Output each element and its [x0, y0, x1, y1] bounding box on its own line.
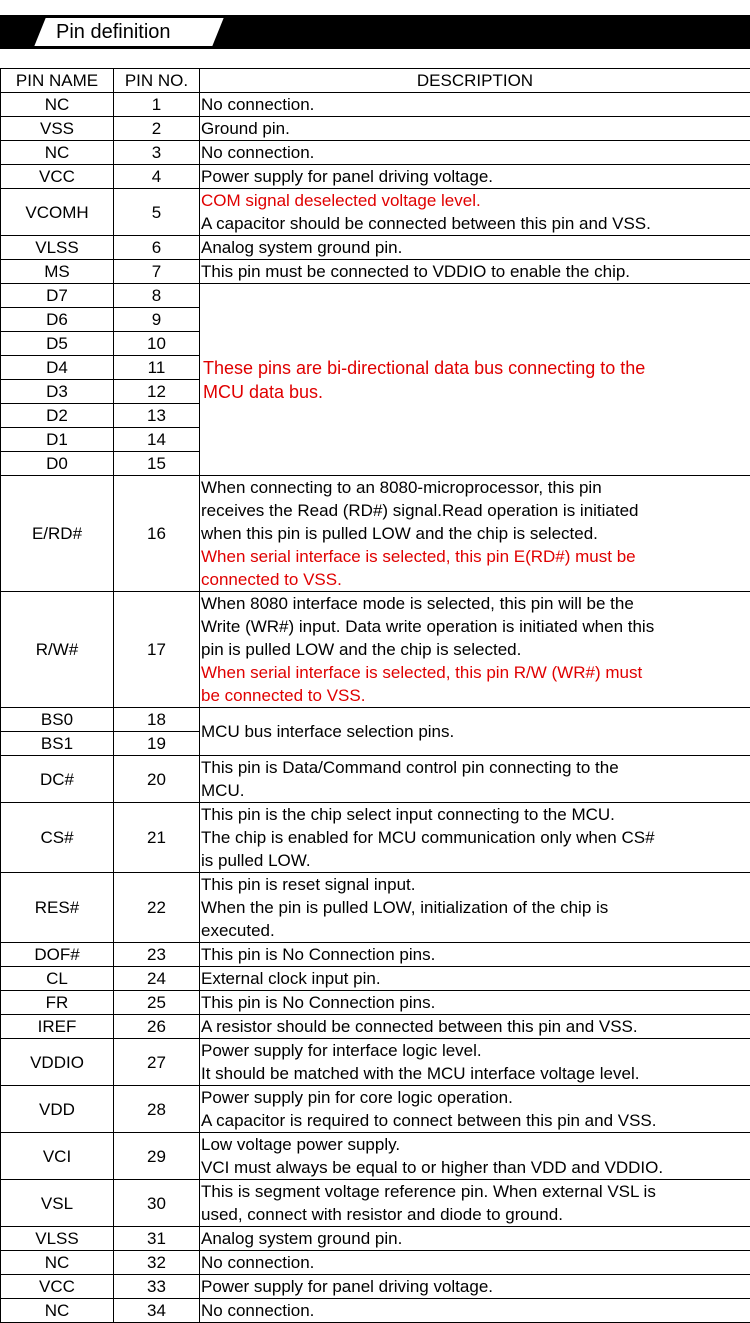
pin-name-cell: NC [1, 1299, 114, 1323]
pin-number-cell: 20 [114, 756, 200, 803]
description-line: COM signal deselected voltage level. [201, 189, 750, 212]
description-line: These pins are bi-directional data bus connecting to the [203, 356, 750, 380]
pin-description-cell [200, 141, 750, 165]
pin-name-cell: VCC [1, 1275, 114, 1299]
pin-number-cell: 7 [114, 260, 200, 284]
pin-number-cell: 12 [114, 380, 200, 404]
pin-name-cell: VSL [1, 1180, 114, 1227]
pin-name-cell: D4 [1, 356, 114, 380]
table-row [1, 117, 750, 141]
description-line: This pin is the chip select input connecting to the MCU. [201, 803, 750, 826]
pin-number-cell: 8 [114, 284, 200, 308]
pin-name-cell: E/RD# [1, 476, 114, 592]
header-pin-no: PIN NO. [114, 69, 200, 93]
description-line: connected to VSS. [201, 568, 750, 591]
pin-description-cell [200, 803, 750, 873]
table-row [1, 189, 750, 236]
pin-number-cell: 4 [114, 165, 200, 189]
pin-number-cell: 19 [114, 732, 200, 756]
table-row [1, 1299, 750, 1323]
pin-name-cell: MS [1, 260, 114, 284]
table-row [1, 967, 750, 991]
description-line: When serial interface is selected, this pin R/W (WR#) must [201, 661, 750, 684]
description-line: This is segment voltage reference pin. When external VSL is [201, 1180, 750, 1203]
pin-description-cell [200, 236, 750, 260]
pin-number-cell: 5 [114, 189, 200, 236]
pin-number-cell: 27 [114, 1039, 200, 1086]
description-line: When 8080 interface mode is selected, this pin will be the [201, 592, 750, 615]
pin-description-cell [200, 1251, 750, 1275]
description-line: executed. [201, 919, 750, 942]
pin-description-cell [200, 1133, 750, 1180]
pin-number-cell: 24 [114, 967, 200, 991]
description-line: VCI must always be equal to or higher than VDD and VDDIO. [201, 1156, 750, 1179]
table-row [1, 236, 750, 260]
description-line: MCU. [201, 779, 750, 802]
description-line: This pin must be connected to VDDIO to enable the chip. [201, 260, 750, 283]
pin-number-cell: 9 [114, 308, 200, 332]
pin-number-cell: 15 [114, 452, 200, 476]
description-line: This pin is No Connection pins. [201, 943, 750, 966]
header-pin-name: PIN NAME [1, 69, 114, 93]
table-row [1, 165, 750, 189]
description-line: This pin is reset signal input. [201, 873, 750, 896]
table-row [1, 1133, 750, 1180]
description-line: It should be matched with the MCU interface voltage level. [201, 1062, 750, 1085]
description-line: receives the Read (RD#) signal.Read operation is initiated [201, 499, 750, 522]
table-row [1, 803, 750, 873]
pin-description-cell [200, 873, 750, 943]
description-line: pin is pulled LOW and the chip is selected. [201, 638, 750, 661]
pin-number-cell: 30 [114, 1180, 200, 1227]
pin-description-cell [200, 93, 750, 117]
description-line: is pulled LOW. [201, 849, 750, 872]
description-line: Analog system ground pin. [201, 1227, 750, 1250]
pin-number-cell: 34 [114, 1299, 200, 1323]
pin-number-cell: 3 [114, 141, 200, 165]
description-line: be connected to VSS. [201, 684, 750, 707]
description-line: when this pin is pulled LOW and the chip is selected. [201, 522, 750, 545]
pin-number-cell: 31 [114, 1227, 200, 1251]
pin-name-cell: D2 [1, 404, 114, 428]
description-line: Power supply for panel driving voltage. [201, 165, 750, 188]
description-line: A capacitor should be connected between this pin and VSS. [201, 212, 750, 235]
pin-name-cell: BS0 [1, 708, 114, 732]
pin-table [0, 68, 750, 1323]
description-line: This pin is No Connection pins. [201, 991, 750, 1014]
pin-number-cell: 1 [114, 93, 200, 117]
pin-name-cell: VCC [1, 165, 114, 189]
table-row [1, 1180, 750, 1227]
pin-name-cell: DC# [1, 756, 114, 803]
description-line: Ground pin. [201, 117, 750, 140]
pin-name-cell: IREF [1, 1015, 114, 1039]
description-line: When serial interface is selected, this pin E(RD#) must be [201, 545, 750, 568]
description-line: Power supply pin for core logic operation. [201, 1086, 750, 1109]
table-row [1, 260, 750, 284]
pin-description-cell [200, 1039, 750, 1086]
table-row [1, 1227, 750, 1251]
table-row [1, 943, 750, 967]
pin-name-cell: NC [1, 93, 114, 117]
description-line: A capacitor is required to connect between this pin and VSS. [201, 1109, 750, 1132]
pin-name-cell: NC [1, 141, 114, 165]
table-row [1, 1039, 750, 1086]
pin-name-cell: DOF# [1, 943, 114, 967]
description-line: This pin is Data/Command control pin connecting to the [201, 756, 750, 779]
header-description: DESCRIPTION [200, 69, 750, 93]
pin-number-cell: 33 [114, 1275, 200, 1299]
description-line: No connection. [201, 141, 750, 164]
pin-description-cell [200, 117, 750, 141]
pin-name-cell: VLSS [1, 236, 114, 260]
table-row [1, 1251, 750, 1275]
description-line: MCU bus interface selection pins. [201, 720, 750, 743]
pin-number-cell: 17 [114, 592, 200, 708]
table-row [1, 756, 750, 803]
pin-description-cell [200, 1227, 750, 1251]
description-line: used, connect with resistor and diode to ground. [201, 1203, 750, 1226]
description-line: When the pin is pulled LOW, initialization of the chip is [201, 896, 750, 919]
description-line: Power supply for interface logic level. [201, 1039, 750, 1062]
description-line: Analog system ground pin. [201, 236, 750, 259]
pin-description-cell [200, 284, 750, 476]
pin-description-cell [200, 260, 750, 284]
description-line: No connection. [201, 1299, 750, 1322]
pin-number-cell: 26 [114, 1015, 200, 1039]
page-title: Pin definition [56, 19, 171, 45]
pin-description-cell [200, 1275, 750, 1299]
pin-number-cell: 25 [114, 991, 200, 1015]
description-line: A resistor should be connected between this pin and VSS. [201, 1015, 750, 1038]
pin-number-cell: 10 [114, 332, 200, 356]
pin-number-cell: 23 [114, 943, 200, 967]
pin-name-cell: D0 [1, 452, 114, 476]
description-line: External clock input pin. [201, 967, 750, 990]
pin-name-cell: D7 [1, 284, 114, 308]
table-row [1, 141, 750, 165]
pin-number-cell: 29 [114, 1133, 200, 1180]
pin-name-cell: FR [1, 991, 114, 1015]
pin-name-cell: CS# [1, 803, 114, 873]
table-row [1, 93, 750, 117]
pin-number-cell: 16 [114, 476, 200, 592]
pin-name-cell: D5 [1, 332, 114, 356]
pin-name-cell: VDDIO [1, 1039, 114, 1086]
description-line: When connecting to an 8080-microprocessor, this pin [201, 476, 750, 499]
pin-number-cell: 13 [114, 404, 200, 428]
description-line: Low voltage power supply. [201, 1133, 750, 1156]
description-line: MCU data bus. [203, 380, 750, 404]
pin-number-cell: 21 [114, 803, 200, 873]
table-row [1, 476, 750, 592]
pin-description-cell [200, 991, 750, 1015]
table-row [1, 708, 750, 732]
table-row [1, 1275, 750, 1299]
pin-number-cell: 2 [114, 117, 200, 141]
pin-name-cell: D6 [1, 308, 114, 332]
table-row [1, 873, 750, 943]
pin-description-cell [200, 1086, 750, 1133]
description-line: No connection. [201, 1251, 750, 1274]
table-row [1, 284, 750, 308]
pin-name-cell: D1 [1, 428, 114, 452]
description-line: Write (WR#) input. Data write operation is initiated when this [201, 615, 750, 638]
description-line: Power supply for panel driving voltage. [201, 1275, 750, 1298]
pin-description-cell [200, 967, 750, 991]
pin-description-cell [200, 708, 750, 756]
pin-name-cell: VLSS [1, 1227, 114, 1251]
pin-description-cell [200, 165, 750, 189]
pin-name-cell: NC [1, 1251, 114, 1275]
pin-name-cell: R/W# [1, 592, 114, 708]
pin-description-cell [200, 476, 750, 592]
pin-name-cell: BS1 [1, 732, 114, 756]
pin-name-cell: VCI [1, 1133, 114, 1180]
pin-description-cell [200, 592, 750, 708]
pin-number-cell: 18 [114, 708, 200, 732]
pin-description-cell [200, 1299, 750, 1323]
pin-description-cell [200, 1180, 750, 1227]
pin-description-cell [200, 189, 750, 236]
table-row [1, 991, 750, 1015]
table-row [1, 1015, 750, 1039]
pin-description-cell [200, 756, 750, 803]
pin-name-cell: VDD [1, 1086, 114, 1133]
table-header-row [1, 69, 750, 93]
pin-number-cell: 6 [114, 236, 200, 260]
table-row [1, 592, 750, 708]
description-line: The chip is enabled for MCU communication only when CS# [201, 826, 750, 849]
pin-name-cell: D3 [1, 380, 114, 404]
pin-name-cell: VCOMH [1, 189, 114, 236]
pin-description-cell [200, 1015, 750, 1039]
pin-number-cell: 11 [114, 356, 200, 380]
description-line: No connection. [201, 93, 750, 116]
pin-number-cell: 22 [114, 873, 200, 943]
pin-number-cell: 28 [114, 1086, 200, 1133]
pin-description-cell [200, 943, 750, 967]
table-row [1, 1086, 750, 1133]
pin-name-cell: RES# [1, 873, 114, 943]
pin-number-cell: 14 [114, 428, 200, 452]
pin-name-cell: VSS [1, 117, 114, 141]
pin-number-cell: 32 [114, 1251, 200, 1275]
pin-name-cell: CL [1, 967, 114, 991]
